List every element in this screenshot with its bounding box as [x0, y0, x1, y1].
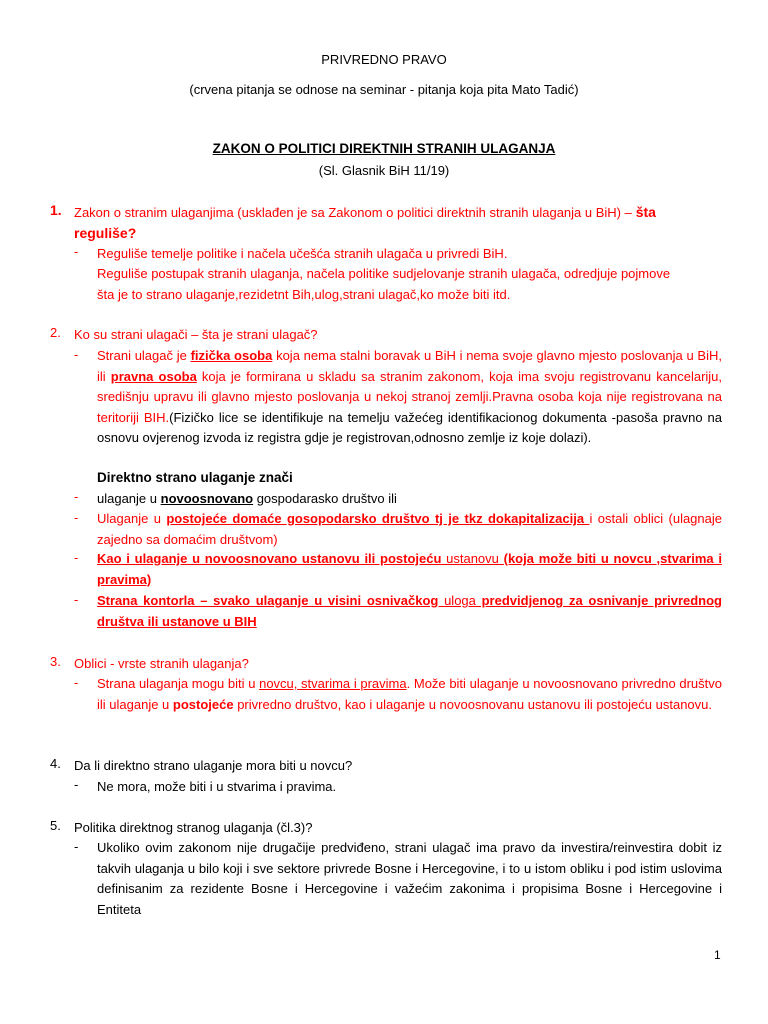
- dash-marker: -: [74, 347, 79, 362]
- term-fizicka-osoba: fizička osoba: [190, 348, 273, 363]
- answer-3-text: Strana ulaganja mogu biti u: [97, 676, 260, 691]
- page-number: 1: [714, 948, 721, 962]
- definition-2: [97, 509, 722, 550]
- dash-marker: -: [74, 550, 79, 565]
- term-dokapitalizacija: postojeće domaće gosopodarsko društvo tj je tkz dokapitalizacija: [166, 511, 590, 526]
- answer-2-text: koja nema stalni boravak u BiH i nema svoje glavno mjesto poslovanja u BiH, ili: [97, 348, 722, 384]
- dash-marker: -: [74, 510, 79, 525]
- gazette-reference: (Sl. Glasnik BiH 11/19): [318, 163, 450, 178]
- definition-4-text: uloga: [444, 593, 476, 608]
- answer-1-line-3: šta je to strano ulaganje,rezidetnt Bih,ulog,strani ulagač,ko može biti itd.: [97, 287, 511, 302]
- question-3-text: Oblici - vrste stranih ulaganja?: [74, 656, 249, 671]
- question-2-number: 2.: [50, 325, 61, 340]
- definition-2-text: i ostali oblici (ulagnaje zajedno sa domaćim društvom): [97, 511, 722, 547]
- definition-1-text: ulaganje u: [97, 491, 161, 506]
- question-2-text: Ko su strani ulagači – šta je strani ulagač?: [74, 327, 318, 342]
- definition-3-text: ustanovu: [441, 551, 504, 566]
- dash-marker: -: [74, 592, 79, 607]
- question-1-bold-2: reguliše?: [74, 225, 137, 241]
- definition-3: [97, 549, 722, 590]
- term-novoosnovano: novoosnovano: [160, 491, 254, 506]
- answer-3-paragraph: [97, 674, 722, 715]
- document-note: (crvena pitanja se odnose na seminar - pitanja koja pita Mato Tadić): [189, 82, 579, 97]
- answer-3-bold: postojeće: [172, 696, 234, 712]
- dash-marker: -: [74, 244, 79, 259]
- definition-4-bold: Strana kontorla – svako ulaganje u visini osnivačkog: [97, 593, 445, 608]
- question-1-number: 1.: [50, 202, 62, 218]
- law-title: ZAKON O POLITICI DIREKTNIH STRANIH ULAGANJA: [212, 141, 556, 156]
- term-pravna-osoba: pravna osoba: [110, 368, 197, 384]
- definition-4-bold: predvidjenog za osnivanje privrednog društva ili ustanove u BIH: [97, 593, 722, 629]
- definition-3-bold: Kao i ulaganje u novoosnovano ustanovu ili postojeću: [97, 551, 442, 566]
- dash-marker: -: [74, 675, 79, 690]
- definition-3-bold: (koja može biti u novcu ,stvarima i pravima): [97, 551, 722, 587]
- question-5-number: 5.: [50, 818, 61, 833]
- answer-3-text: privredno društvo, kao i ulaganje u novoosnovanu ustanovu ili postojeću ustanovu.: [233, 696, 713, 712]
- question-4-text: Da li direktno strano ulaganje mora biti u novcu?: [74, 758, 353, 773]
- definition-2-text: Ulaganje u: [97, 511, 167, 526]
- definition-1: [97, 489, 397, 509]
- question-3-number: 3.: [50, 654, 61, 669]
- answer-1-line-2: Reguliše postupak stranih ulaganja, načela politike sudjelovanje stranih ulagača, odredjuje pojmove: [97, 266, 671, 281]
- answer-4: Ne mora, može biti i u stvarima i pravima.: [97, 779, 337, 794]
- dash-marker: -: [74, 839, 79, 854]
- definition-4: [97, 591, 722, 632]
- dash-marker: -: [74, 489, 79, 504]
- answer-3-underlined: novcu, stvarima i pravima: [259, 676, 407, 691]
- question-1: [74, 202, 722, 244]
- question-1-text: Zakon o stranim ulaganjima (usklađen je sa Zakonom o politici direktnih stranih ulaganja u BiH) –: [74, 205, 632, 220]
- definition-1-text: gospodarasko društvo ili: [253, 491, 397, 506]
- answer-2-paragraph: [97, 346, 722, 449]
- answer-1-line-1: Reguliše temelje politike i načela učešća stranih ulagača u privredi BiH.: [97, 246, 508, 261]
- question-1-bold: šta: [631, 204, 656, 220]
- answer-3-text: . Može biti ulaganje u novoosnovano privredno društvo ili ulaganje u: [97, 676, 722, 712]
- document-title: PRIVREDNO PRAVO: [321, 52, 447, 67]
- dash-marker: -: [74, 777, 79, 792]
- answer-2-note: (Fizičko lice se identifikuje na temelju važećeg identifikacionog dokumenta -pasoša pravno na osnovu ovjerenog izvoda iz registra gdje je registrovan,odnosno zemlje iz koje dolazi).: [97, 409, 722, 445]
- question-5-text: Politika direktnog stranog ulaganja (čl.3)?: [74, 820, 313, 835]
- section-heading: Direktno strano ulaganje znači: [97, 470, 293, 485]
- answer-2-text: Strani ulagač je: [97, 348, 191, 363]
- answer-2-text: koja je formirana u skladu sa stranim zakonom, koja ima svoju registrovanu kancelariju, središnju upravu ili glavno mjesto poslovanja u nekoj stranoj zemlji.Pravna osoba koja nije registrovana na teritoriji BIH.: [97, 368, 723, 425]
- question-4-number: 4.: [50, 756, 61, 771]
- answer-5-paragraph: Ukoliko ovim zakonom nije drugačije predviđeno, strani ulagač ima pravo da investira/reinvestira dobit iz takvih ulaganja u bilo koji i sve sektore privrede Bosne i Hercegovine, i to u istom obliku i pod istim uslovima definisanim za rezidente Bosne i Hercegovine i važećim zakonima i propisima Bosne i Hercegovine i Entiteta: [97, 840, 722, 917]
